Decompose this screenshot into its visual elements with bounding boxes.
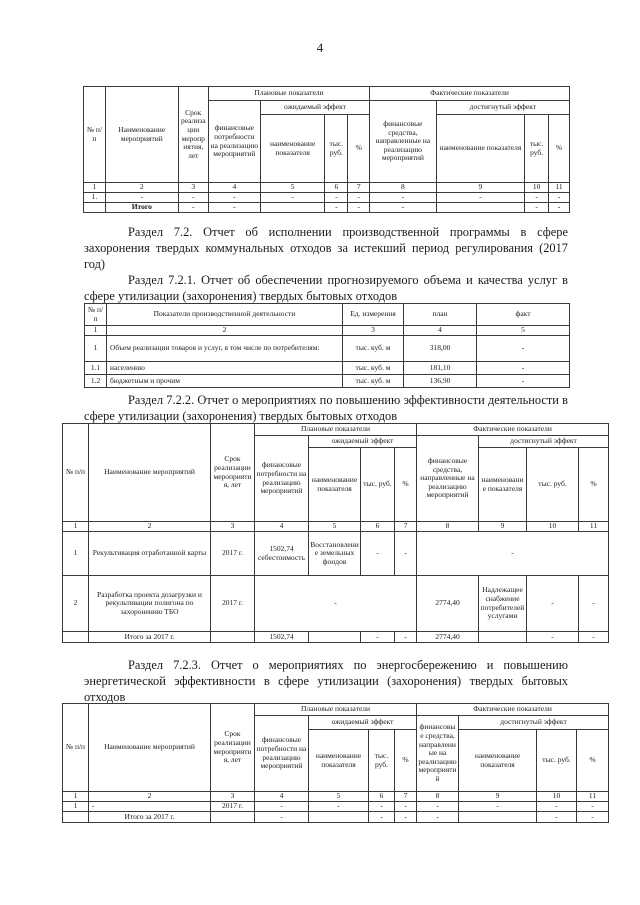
row-indicator: Объем реализации товаров и услуг, в том числе по потребителям:	[107, 336, 343, 362]
total-row	[63, 812, 609, 823]
page-number: 4	[316, 40, 324, 55]
row-no: 1	[85, 336, 107, 362]
row-term: 2017 г.	[211, 532, 255, 576]
actual-indicators-header: Фактические показатели	[417, 424, 609, 436]
col-term-header: Срок реализации мероприятия, лет	[178, 87, 208, 183]
fin-need-header: финансовые потребности на реализацию мероприятий	[255, 716, 309, 792]
total-percent: -	[395, 812, 417, 823]
row-name: -	[89, 802, 211, 812]
col-number: 4	[208, 183, 260, 193]
energy-saving-table	[62, 703, 609, 823]
row-plan: 318,00	[404, 336, 477, 362]
col-number: 2	[105, 183, 178, 193]
total-thous-rub-2: -	[525, 203, 549, 213]
row-percent: -	[348, 193, 370, 203]
section-7-2-3-text: Раздел 7.2.3. Отчет о мероприятиях по энергосбережению и повышению энергетической эффективности в сфере утилизации (захоронения) твердых бытовых отходов	[84, 658, 568, 704]
col-number: 9	[479, 522, 527, 532]
col-number: 3	[211, 792, 255, 802]
thous-rub-header: тыс. руб.	[537, 730, 577, 792]
total-fin-need: -	[255, 812, 309, 823]
col-number: 7	[348, 183, 370, 193]
col-name-header: Наименование мероприятий	[89, 424, 211, 522]
col-number: 5	[309, 522, 361, 532]
row-thous-rub-2: -	[527, 576, 579, 632]
column-number-row	[63, 522, 609, 532]
row-fin-need: 1502,74 себестоимость	[255, 532, 309, 576]
column-number-row	[63, 792, 609, 802]
fin-means-header: финансовые средства, направленные на реализацию мероприятий	[370, 101, 437, 183]
row-plan: 181,10	[404, 362, 477, 375]
thous-rub-header: тыс. руб.	[361, 448, 395, 522]
col-number: 1	[84, 183, 106, 193]
col-number: 2	[89, 522, 211, 532]
row-plan: 136,90	[404, 375, 477, 388]
row-percent: -	[395, 802, 417, 812]
volume-quality-table	[84, 303, 570, 388]
row-indicator: -	[260, 193, 325, 203]
col-no-header: № п/п	[84, 87, 106, 183]
percent-header: %	[348, 115, 370, 183]
indicator-name-header: наименование показателя	[459, 730, 537, 792]
total-thous-rub: -	[325, 203, 348, 213]
actual-indicators-header: Фактические показатели	[370, 87, 570, 101]
fin-need-header: финансовые потребности на реализацию мероприятий	[208, 101, 260, 183]
row-term: 2017 г.	[211, 802, 255, 812]
row-no: 1.	[84, 193, 106, 203]
row-unit: тыс. куб. м	[343, 362, 404, 375]
total-percent: -	[348, 203, 370, 213]
col-number: 5	[309, 792, 369, 802]
row-fin-means: 2774,40	[417, 576, 479, 632]
col-number: 2	[89, 792, 211, 802]
expected-effect-header: ожидаемый эффект	[309, 716, 417, 730]
col-unit-header: Ед. измерения	[343, 304, 404, 326]
total-thous-rub: -	[369, 812, 395, 823]
thous-rub-header: тыс. руб.	[325, 115, 348, 183]
total-label: Итого	[105, 203, 178, 213]
total-label: Итого за 2017 г.	[89, 632, 211, 643]
total-thous-rub-2: -	[527, 632, 579, 643]
row-actual-merged: -	[417, 532, 609, 576]
row-percent-2: -	[577, 802, 609, 812]
total-percent: -	[395, 632, 417, 643]
indicator-name-header: наименование показателя	[260, 115, 325, 183]
col-number: 6	[361, 522, 395, 532]
total-percent-2: -	[579, 632, 609, 643]
row-unit: тыс. куб. м	[343, 336, 404, 362]
row-indicator: бюджетным и прочим	[107, 375, 343, 388]
row-percent: -	[395, 532, 417, 576]
achieved-effect-header: достигнутый эффект	[436, 101, 569, 115]
section-7-2-1-text: Раздел 7.2.1. Отчет об обеспечении прогнозируемого объема и качества услуг в сфере утилизации (захоронения) твердых бытовых отходов	[84, 273, 568, 303]
section-7-2-text: Раздел 7.2. Отчет об исполнении производственной программы в сфере захоронения твердых коммунальных отходов за истекший период регулирования (2017 год)	[84, 225, 568, 271]
thous-rub-header: тыс. руб.	[525, 115, 549, 183]
col-number: 3	[178, 183, 208, 193]
row-no: 1	[63, 532, 89, 576]
col-name-header: Наименование мероприятий	[105, 87, 178, 183]
row-achieved: -	[436, 193, 524, 203]
col-number: 1	[63, 792, 89, 802]
total-fin-need: -	[208, 203, 260, 213]
row-planned-merged: -	[255, 576, 417, 632]
expected-effect-header: ожидаемый эффект	[309, 436, 417, 448]
planned-indicators-header: Плановые показатели	[255, 704, 417, 716]
table-row	[84, 193, 570, 203]
total-label: Итого за 2017 г.	[89, 812, 211, 823]
row-fin-need: -	[208, 193, 260, 203]
total-thous-rub-2: -	[537, 812, 577, 823]
indicator-name-header: наименование показателя	[436, 115, 524, 183]
col-number: 10	[525, 183, 549, 193]
col-number: 2	[107, 326, 343, 336]
col-name-header: Наименование мероприятий	[89, 704, 211, 792]
row-fact: -	[477, 362, 570, 375]
efficiency-measures-table	[62, 423, 609, 643]
row-thous-rub: -	[325, 193, 348, 203]
table-row	[85, 336, 570, 362]
expected-effect-header: ожидаемый эффект	[260, 101, 369, 115]
total-row	[84, 203, 570, 213]
col-number: 3	[211, 522, 255, 532]
row-no: 1	[63, 802, 89, 812]
percent-header: %	[577, 730, 609, 792]
table-row	[63, 802, 609, 812]
row-fact: -	[477, 336, 570, 362]
total-percent-2: -	[549, 203, 570, 213]
row-no: 2	[63, 576, 89, 632]
achieved-effect-header: достигнутый эффект	[479, 436, 609, 448]
row-thous-rub: -	[369, 802, 395, 812]
percent-header: %	[395, 730, 417, 792]
row-fin-need: -	[255, 802, 309, 812]
row-fact: -	[477, 375, 570, 388]
col-number: 8	[417, 792, 459, 802]
row-term: 2017 г.	[211, 576, 255, 632]
col-number: 8	[417, 522, 479, 532]
row-no: 1.1	[85, 362, 107, 375]
section-7-2-2-text: Раздел 7.2.2. Отчет о мероприятиях по повышению эффективности деятельности в сфере утилизации (захоронения) твердых бытовых отходов	[84, 393, 568, 423]
total-row	[63, 632, 609, 643]
col-number: 6	[369, 792, 395, 802]
col-no-header: № п/п	[63, 424, 89, 522]
col-number: 10	[537, 792, 577, 802]
total-thous-rub: -	[361, 632, 395, 643]
planned-indicators-header: Плановые показатели	[255, 424, 417, 436]
row-fin-means: -	[370, 193, 437, 203]
col-number: 9	[459, 792, 537, 802]
total-percent-2: -	[577, 812, 609, 823]
col-plan-header: план	[404, 304, 477, 326]
col-term-header: Срок реализации мероприятия, лет	[211, 704, 255, 792]
table-row	[63, 532, 609, 576]
column-number-row	[85, 326, 570, 336]
col-no-header: № п/п	[63, 704, 89, 792]
row-achieved: Надлежащее снабжение потребителей услугами	[479, 576, 527, 632]
indicator-name-header: наименование показателя	[309, 730, 369, 792]
col-number: 10	[527, 522, 579, 532]
total-fin-means: -	[370, 203, 437, 213]
total-fin-need: 1502,74	[255, 632, 309, 643]
achieved-effect-header: достигнутый эффект	[459, 716, 609, 730]
thous-rub-header: тыс. руб.	[369, 730, 395, 792]
col-fact-header: факт	[477, 304, 570, 326]
row-fin-means: -	[417, 802, 459, 812]
col-number: 4	[404, 326, 477, 336]
percent-header: %	[579, 448, 609, 522]
row-indicator: -	[309, 802, 369, 812]
col-number: 11	[549, 183, 570, 193]
indicator-name-header: наименование показателя	[309, 448, 361, 522]
fin-need-header: финансовые потребности на реализацию мероприятий	[255, 436, 309, 522]
col-number: 4	[255, 522, 309, 532]
col-number: 4	[255, 792, 309, 802]
total-fin-means: 2774,40	[417, 632, 479, 643]
total-term: -	[178, 203, 208, 213]
col-number: 5	[260, 183, 325, 193]
row-term: -	[178, 193, 208, 203]
row-thous-rub-2: -	[525, 193, 549, 203]
percent-header: %	[395, 448, 417, 522]
row-percent-2: -	[579, 576, 609, 632]
row-name: Рекультивация отработанной карты	[89, 532, 211, 576]
row-thous-rub-2: -	[537, 802, 577, 812]
fin-means-header: финансовые средства, направленные на реализацию мероприятий	[417, 436, 479, 522]
indicator-name-header: наименование показателя	[479, 448, 527, 522]
percent-header: %	[549, 115, 570, 183]
col-number: 9	[436, 183, 524, 193]
row-thous-rub: -	[361, 532, 395, 576]
row-unit: тыс. куб. м	[343, 375, 404, 388]
col-number: 11	[579, 522, 609, 532]
actual-indicators-header: Фактические показатели	[417, 704, 609, 716]
row-indicator: населению	[107, 362, 343, 375]
col-number: 7	[395, 792, 417, 802]
total-fin-means: -	[417, 812, 459, 823]
col-number: 5	[477, 326, 570, 336]
column-number-row	[84, 183, 570, 193]
row-name: -	[105, 193, 178, 203]
planned-indicators-header: Плановые показатели	[208, 87, 369, 101]
row-name: Разработка проекта дозагрузки и рекультивации полигона по захоронению ТБО	[89, 576, 211, 632]
table-row	[63, 576, 609, 632]
col-indicator-header: Показатели производственной деятельности	[107, 304, 343, 326]
row-percent-2: -	[549, 193, 570, 203]
col-number: 1	[85, 326, 107, 336]
thous-rub-header: тыс. руб.	[527, 448, 579, 522]
row-no: 1.2	[85, 375, 107, 388]
measures-table-top	[83, 86, 570, 213]
table-row	[85, 362, 570, 375]
fin-means-header: финансовые средства, направленные на реализацию мероприятий	[417, 716, 459, 792]
col-no-header: № п/п	[85, 304, 107, 326]
col-number: 3	[343, 326, 404, 336]
col-term-header: Срок реализации мероприятия, лет	[211, 424, 255, 522]
table-row	[85, 375, 570, 388]
col-number: 7	[395, 522, 417, 532]
col-number: 11	[577, 792, 609, 802]
row-indicator: Восстановление земельных фондов	[309, 532, 361, 576]
row-achieved: -	[459, 802, 537, 812]
col-number: 6	[325, 183, 348, 193]
col-number: 8	[370, 183, 437, 193]
col-number: 1	[63, 522, 89, 532]
